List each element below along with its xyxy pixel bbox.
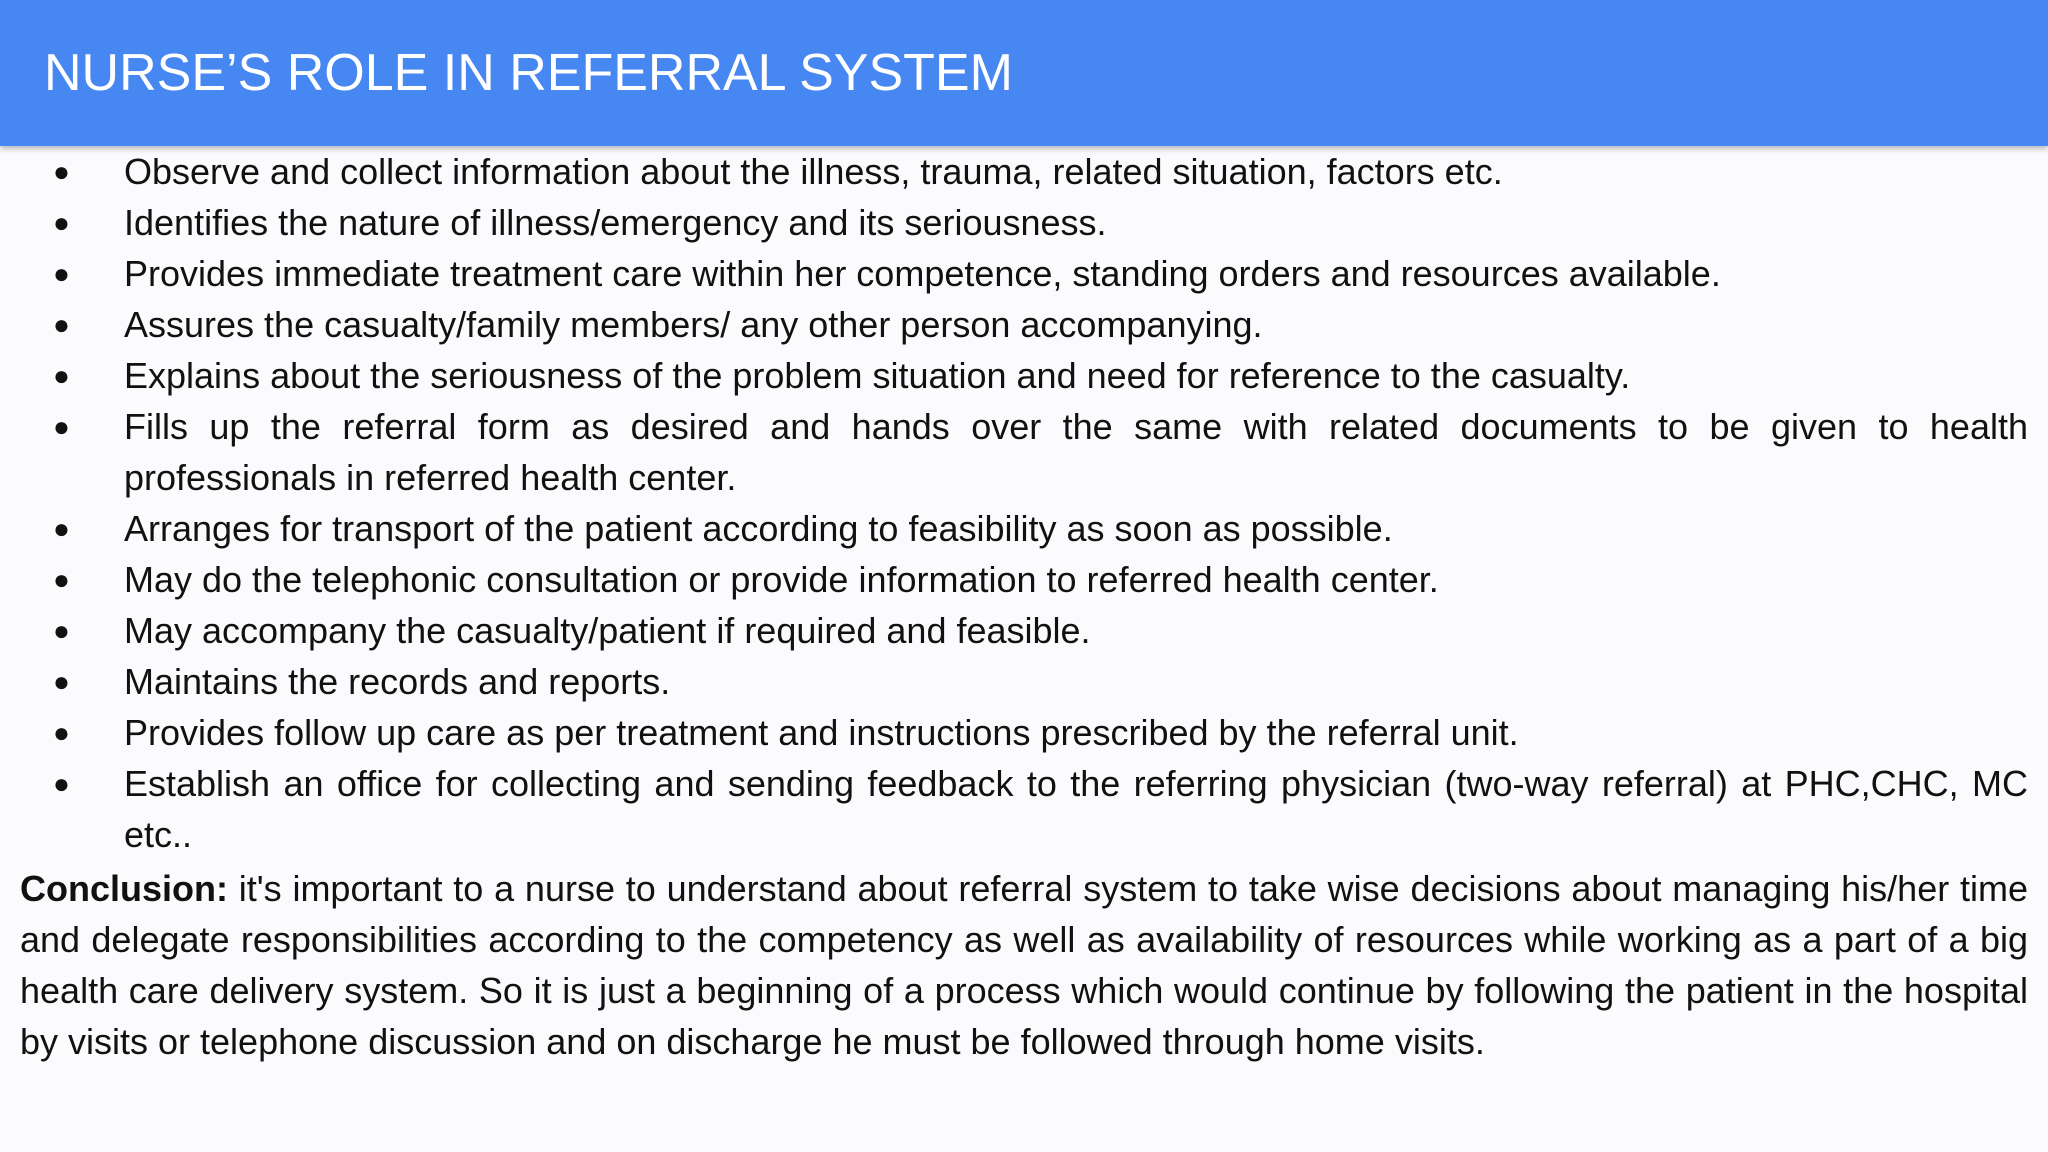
conclusion-paragraph	[20, 863, 2028, 1067]
slide-title: NURSE’S ROLE IN REFERRAL SYSTEM	[44, 44, 1013, 102]
conclusion-label: Conclusion:	[20, 868, 228, 909]
bullet-item-12: ● Establish an office for collecting and sending feedback to the referring physician (two-way referral) at PHC,CHC, MC etc..	[0, 758, 2028, 860]
title-bar	[0, 0, 2048, 146]
conclusion-text: it's important to a nurse to understand about referral system to take wise decisions about managing his/her time and delegate responsibilities according to the competency as well as availability of resources while working as a part of a big health care delivery system. So it is just a beginning of a process which would continue by following the patient in the hospital by visits or telephone discussion and on discharge he must be followed through home visits.	[20, 868, 2028, 1062]
bullet-item-2: ● Identifies the nature of illness/emergency and its seriousness.	[0, 197, 2028, 248]
bullet-list	[0, 146, 2048, 860]
bullet-item-9: ● May accompany the casualty/patient if required and feasible.	[0, 605, 2028, 656]
bullet-item-6: ● Fills up the referral form as desired and hands over the same with related documents to be given to health professionals in referred health center.	[0, 401, 2028, 503]
bullet-item-1: ● Observe and collect information about the illness, trauma, related situation, factors etc.	[0, 146, 2028, 197]
bullet-item-7: ● Arranges for transport of the patient according to feasibility as soon as possible.	[0, 503, 2028, 554]
bullet-item-10: ● Maintains the records and reports.	[0, 656, 2028, 707]
bullet-item-8: ● May do the telephonic consultation or provide information to referred health center.	[0, 554, 2028, 605]
bullet-item-5: ● Explains about the seriousness of the problem situation and need for reference to the casualty.	[0, 350, 2028, 401]
bullet-item-4: ● Assures the casualty/family members/ any other person accompanying.	[0, 299, 2028, 350]
bullet-item-3: ● Provides immediate treatment care within her competence, standing orders and resources available.	[0, 248, 2028, 299]
bullet-item-11: ● Provides follow up care as per treatment and instructions prescribed by the referral unit.	[0, 707, 2028, 758]
